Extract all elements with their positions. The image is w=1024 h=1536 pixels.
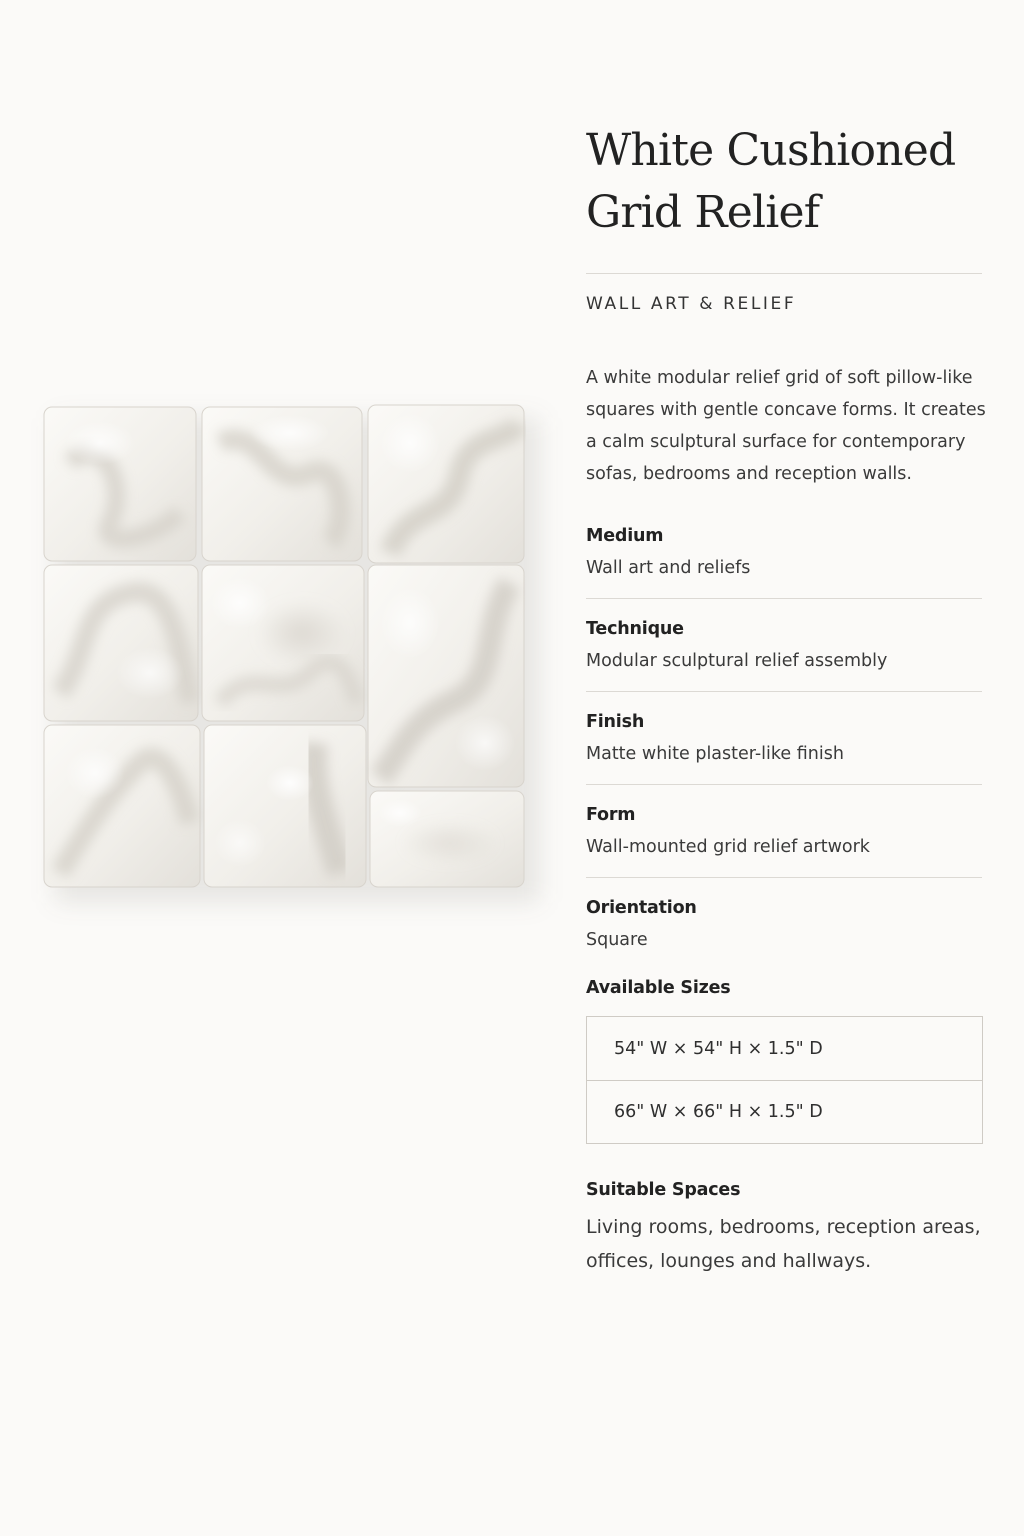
relief-grid (40, 403, 526, 889)
product-title (586, 120, 982, 244)
spec-form (586, 785, 982, 878)
spec-value: Wall art and reliefs (586, 558, 751, 578)
spec-value: Matte white plaster-like finish (586, 744, 844, 764)
size-option[interactable]: 54" W × 54" H × 1.5" D (614, 1038, 823, 1059)
relief-tile (44, 725, 200, 887)
relief-tile (44, 565, 198, 721)
product-description: A white modular relief grid of soft pillow-like squares with gentle concave forms. It creates a calm sculptural surface for contemporary sofas, bedrooms and reception walls. (586, 368, 986, 484)
suitable-spaces-value: Living rooms, bedrooms, reception areas, offices, lounges and hallways. (586, 1216, 981, 1272)
sizes-label: Available Sizes (586, 978, 731, 998)
artwork-image (40, 403, 526, 889)
spec-label: Technique (586, 619, 684, 639)
spec-orientation (586, 878, 982, 970)
size-options (586, 1016, 983, 1144)
relief-tile (368, 565, 524, 787)
spec-label: Form (586, 805, 636, 825)
relief-tile (370, 791, 524, 887)
relief-tile (368, 405, 524, 563)
spec-value: Wall-mounted grid relief artwork (586, 837, 870, 857)
suitable-spaces-label: Suitable Spaces (586, 1180, 741, 1200)
spec-technique (586, 599, 982, 692)
size-option[interactable]: 66" W × 66" H × 1.5" D (587, 1080, 982, 1143)
relief-tile (44, 407, 196, 561)
relief-tile (204, 725, 366, 887)
spec-label: Medium (586, 526, 664, 546)
product-category: WALL ART & RELIEF (586, 294, 797, 314)
spec-value: Modular sculptural relief assembly (586, 651, 888, 671)
relief-tile (202, 407, 362, 561)
product-title-line2: Grid Relief (586, 187, 820, 238)
product-info-panel (586, 120, 986, 1278)
product-title-line1: White Cushioned (586, 125, 956, 176)
spec-value: Square (586, 930, 648, 950)
spec-label: Finish (586, 712, 645, 732)
relief-tile (202, 565, 364, 721)
divider (586, 273, 982, 274)
spec-medium (586, 524, 982, 599)
spec-list (586, 524, 982, 970)
spec-finish (586, 692, 982, 785)
spec-label: Orientation (586, 898, 697, 918)
